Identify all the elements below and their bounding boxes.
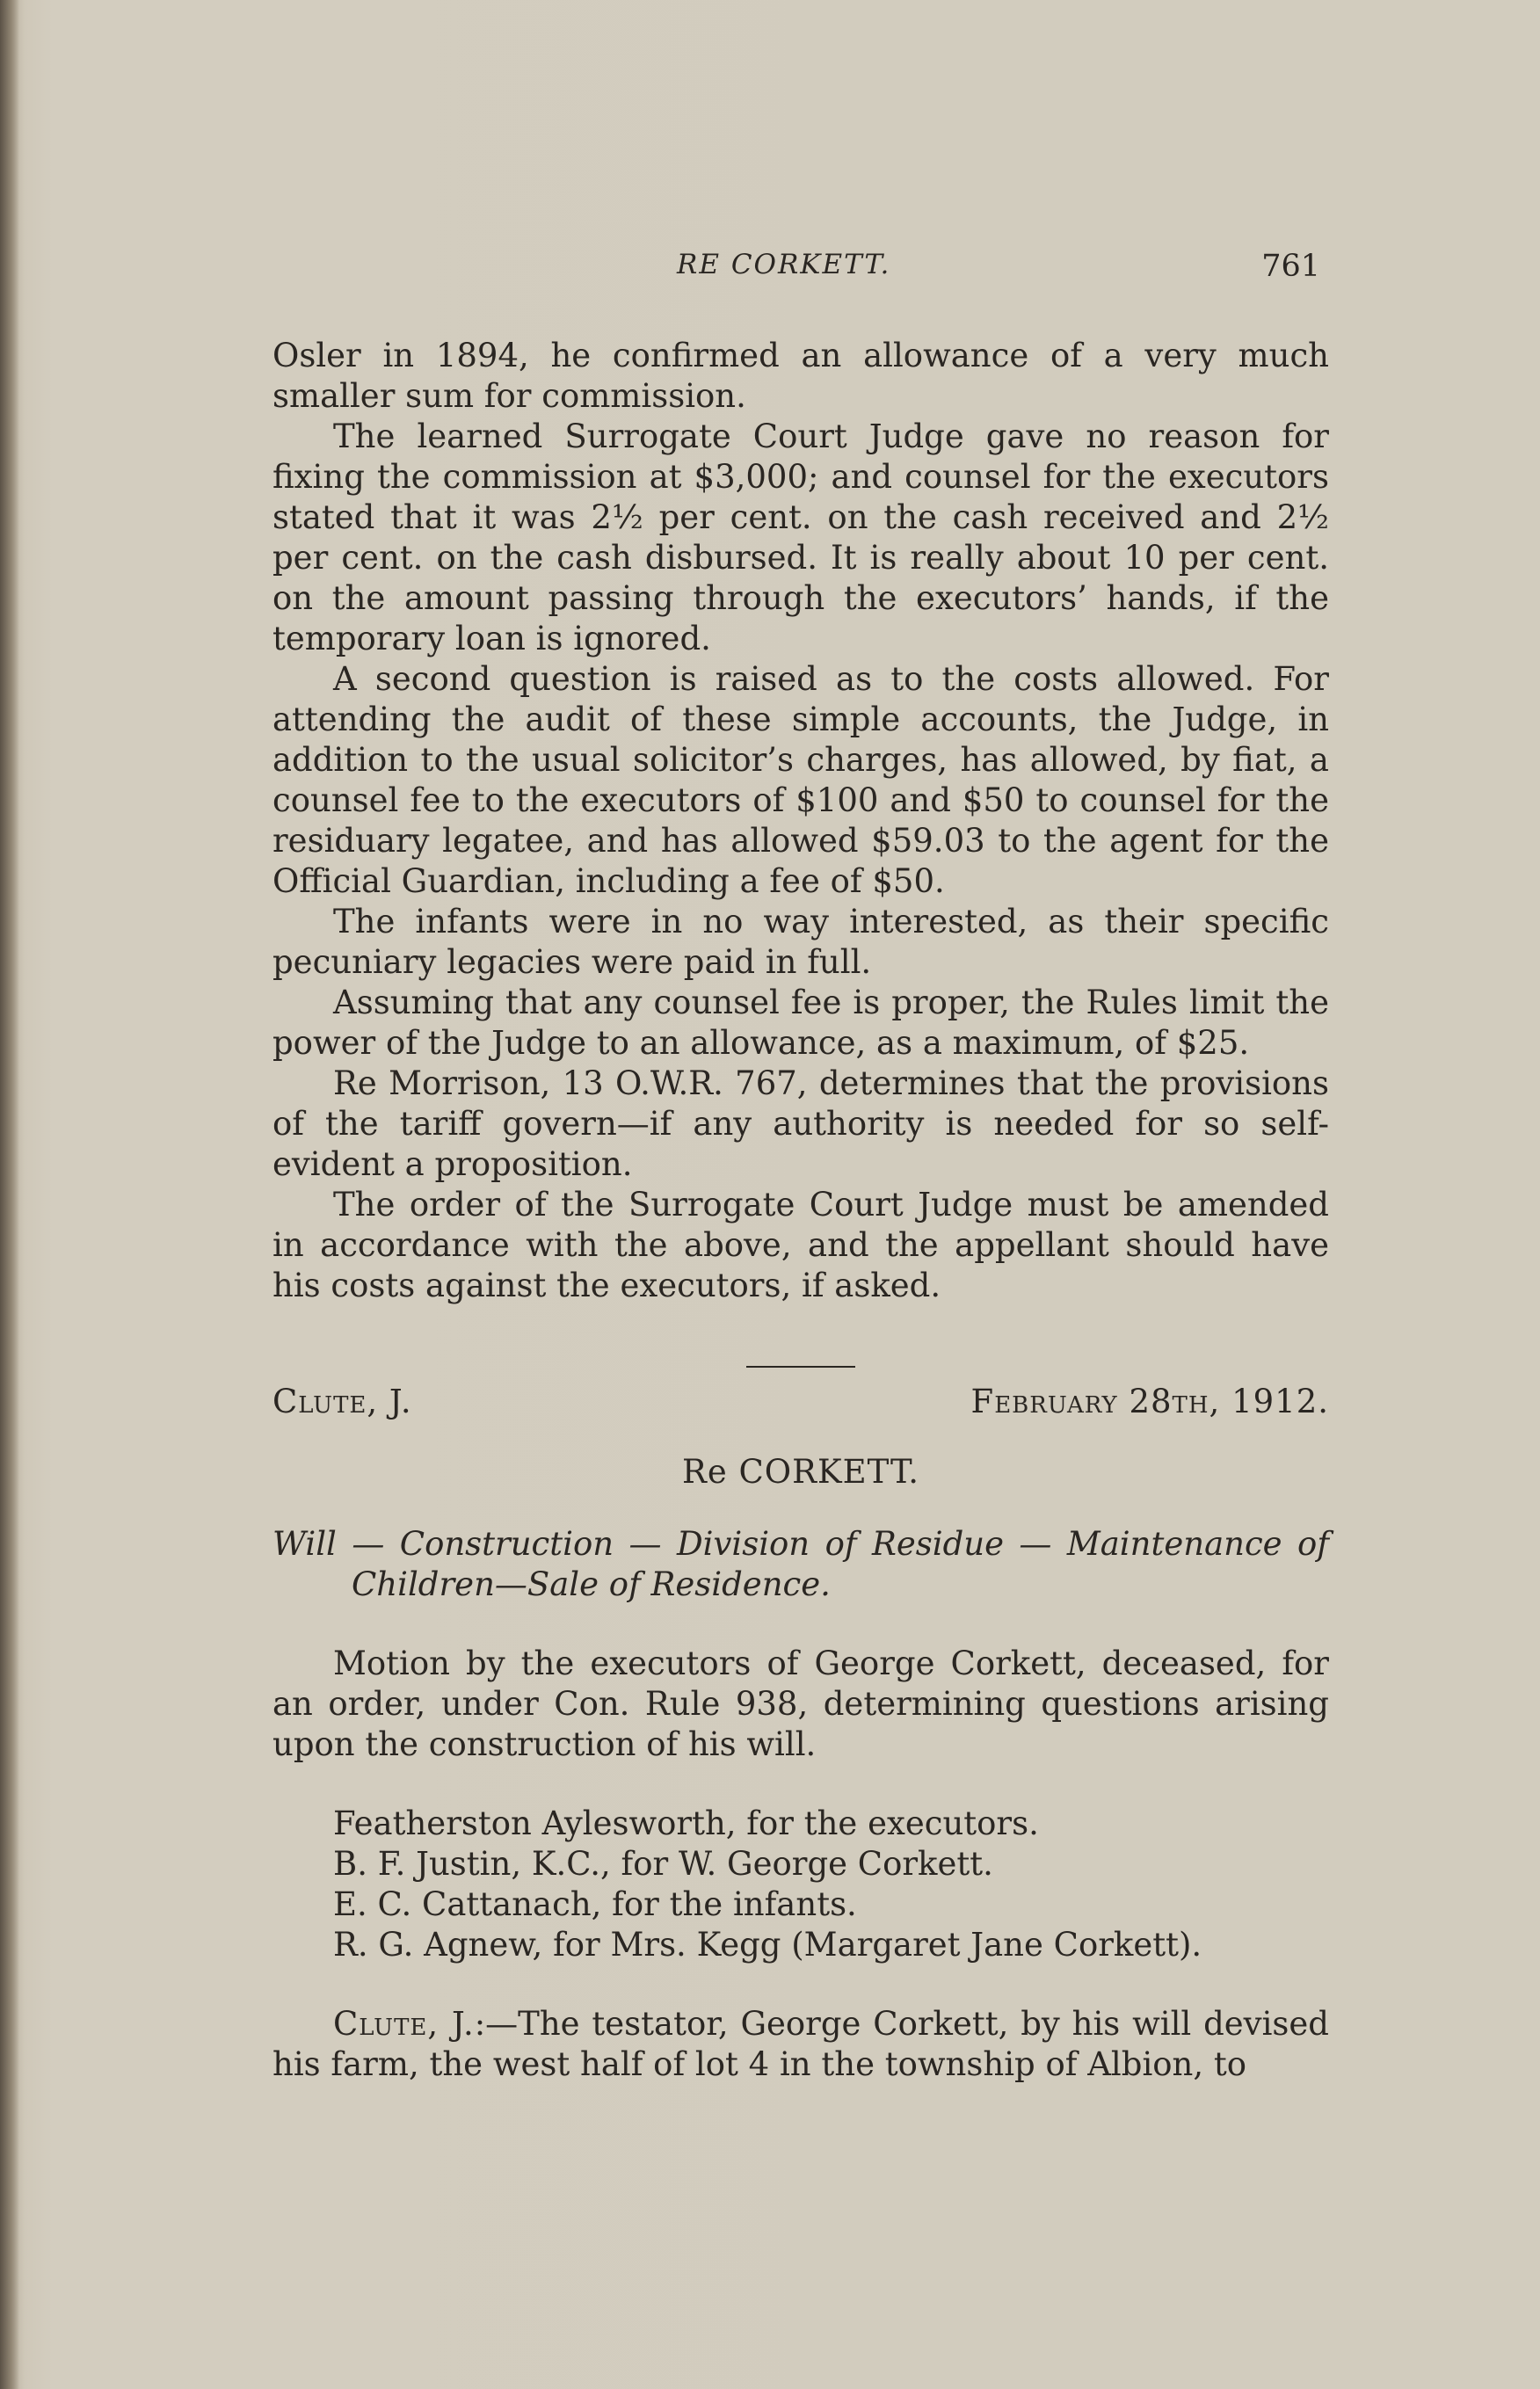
counsel-entry: R. G. Agnew, for Mrs. Kegg (Margaret Jane Corkett).: [333, 1926, 1202, 1964]
paragraph: A second question is raised as to the costs allowed. For attending the audit of these simple accounts, the Judge, in addition to the usual solicitor’s charges, has allowed, by fiat, a counsel fee to the executors of $100 and $50 to counsel for the residuary legatee, and has allowed $59.03 to the agent for the Official Guardian, including a fee of $50.: [272, 660, 1329, 900]
paragraph: Re Morrison, 13 O.W.R. 767, determines that the provisions of the tariff govern—if any authority is needed for so self-evident a proposition.: [272, 1064, 1329, 1183]
headnote: Will — Construction — Division of Residue — Maintenance of Children—Sale of Residence.: [272, 1525, 1329, 1603]
page-number: 761: [1261, 249, 1320, 284]
case-judge: Clute, J.: [272, 1383, 412, 1420]
counsel-list: [272, 1804, 1329, 1965]
running-head: RE CORKETT.: [677, 249, 891, 280]
book-spine-shadow: [0, 0, 19, 2389]
paragraph: The learned Surrogate Court Judge gave no reason for fixing the commission at $3,000; and counsel for the executors stated that it was 2½ per cent. on the cash received and 2½ per cent. on the cash disbursed. It is really about 10 per cent. on the amount passing through the executors’ hands, if the temporary loan is ignored.: [272, 418, 1329, 657]
paragraph: The infants were in no way interested, as their specific pecuniary legacies were paid in full.: [272, 903, 1329, 981]
case-title: Re CORKETT.: [681, 1453, 920, 1491]
paragraph: Assuming that any counsel fee is proper, the Rules limit the power of the Judge to an allowance, as a maximum, of $25.: [272, 984, 1329, 1062]
text-column: [272, 336, 1329, 2085]
judgment-text: :—The testator, George Corkett, by his will devised his farm, the west half of lot 4 in the township of Albion, to: [272, 2005, 1329, 2083]
counsel-entry: Featherston Aylesworth, for the executors.: [333, 1804, 1039, 1842]
judgment-paragraph: [272, 2004, 1329, 2085]
counsel-entry: B. F. Justin, K.C., for W. George Corkett.: [333, 1845, 993, 1883]
paragraph: The order of the Surrogate Court Judge must be amended in accordance with the above, and the appellant should have his costs against the executors, if asked.: [272, 1186, 1329, 1304]
case-line: [272, 1382, 1329, 1422]
paragraph: Osler in 1894, he confirmed an allowance of a very much smaller sum for commission.: [272, 337, 1329, 415]
judgment-judge: Clute, J.: [333, 2005, 475, 2043]
counsel-entry: E. C. Cattanach, for the infants.: [333, 1885, 857, 1923]
motion-paragraph: Motion by the executors of George Corkett, deceased, for an order, under Con. Rule 938, determining questions arising upon the construction of his will.: [272, 1645, 1329, 1763]
section-divider: [746, 1366, 855, 1368]
case-date: February 28th, 1912.: [970, 1383, 1329, 1420]
page-header: [264, 249, 1329, 293]
